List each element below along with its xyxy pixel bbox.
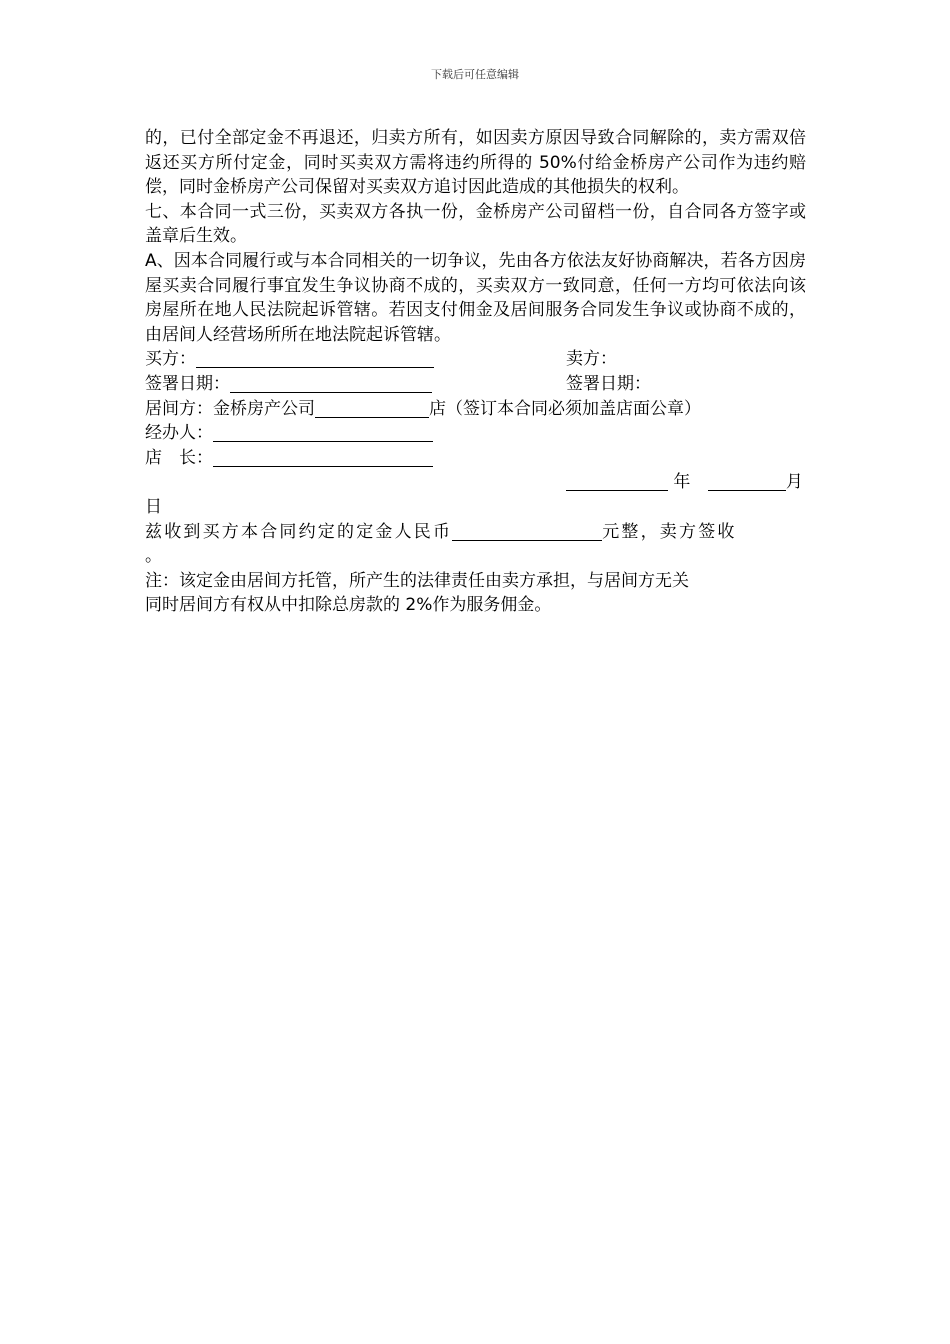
month-blank	[708, 472, 786, 491]
paragraph-deposit-terms: 的，已付全部定金不再退还，归卖方所有，如因卖方原因导致合同解除的，卖方需双倍返还买方所付定金，同时买卖双方需将违约所得的 50%付给金桥房产公司作为违约赔偿，同时金桥房产公司保留对买卖双方追讨因此造成的其他损失的权利。	[145, 128, 806, 198]
buyer-date-label: 签署日期：	[145, 373, 230, 394]
receipt-end: 。	[145, 546, 162, 567]
seller-date-label: 签署日期：	[566, 373, 651, 394]
date-fields	[566, 470, 803, 495]
manager-label: 店 长：	[145, 447, 213, 468]
header-note: 下载后可任意编辑	[431, 68, 519, 81]
note-line-1: 注：该定金由居间方托管，所产生的法律责任由卖方承担，与居间方无关	[145, 570, 689, 591]
paragraph-disputes: A、因本合同履行或与本合同相关的一切争议，先由各方依法友好协商解决，若各方因房屋买卖合同履行事宜发生争议协商不成的，买卖双方一致同意，任何一方均可依法向该房屋所在地人民法院起诉管辖。若因支付佣金及居间服务合同发生争议或协商不成的，由居间人经营场所所在地法院起诉管辖。	[145, 250, 806, 345]
buyer-label: 买方：	[145, 349, 196, 370]
signature-row-agent	[145, 397, 806, 422]
signature-row-dates	[145, 372, 806, 397]
year-blank	[566, 472, 668, 491]
agent-store-blank	[315, 399, 429, 418]
handler-label: 经办人：	[145, 423, 213, 444]
receipt-line	[145, 520, 806, 545]
note-line-2: 同时居间方有权从中扣除总房款的 2%作为服务佣金。	[145, 595, 552, 616]
paragraph-copies: 七、本合同一式三份，买卖双方各执一份，金桥房产公司留档一份，自合同各方签字或盖章后生效。	[145, 201, 806, 247]
buyer-signature-blank	[196, 349, 434, 368]
seller-label: 卖方：	[566, 349, 617, 370]
agent-label: 居间方：金桥房产公司	[145, 398, 315, 419]
year-label: 年	[673, 472, 691, 493]
receipt-prefix: 兹收到买方本合同约定的定金人民币	[145, 521, 453, 542]
handler-blank	[213, 423, 433, 442]
manager-blank	[213, 448, 433, 467]
signature-row-manager	[145, 446, 806, 471]
day-label: 日	[145, 496, 162, 517]
month-label: 月	[785, 472, 803, 493]
document-body	[145, 126, 806, 618]
signature-row-handler	[145, 421, 806, 446]
signature-row-parties	[145, 347, 806, 372]
buyer-date-blank	[230, 374, 432, 393]
agent-suffix: 店（签订本合同必须加盖店面公章）	[429, 398, 701, 419]
date-row	[145, 470, 806, 495]
receipt-suffix: 元整，卖方签收	[602, 521, 737, 542]
receipt-amount-blank	[452, 522, 602, 541]
